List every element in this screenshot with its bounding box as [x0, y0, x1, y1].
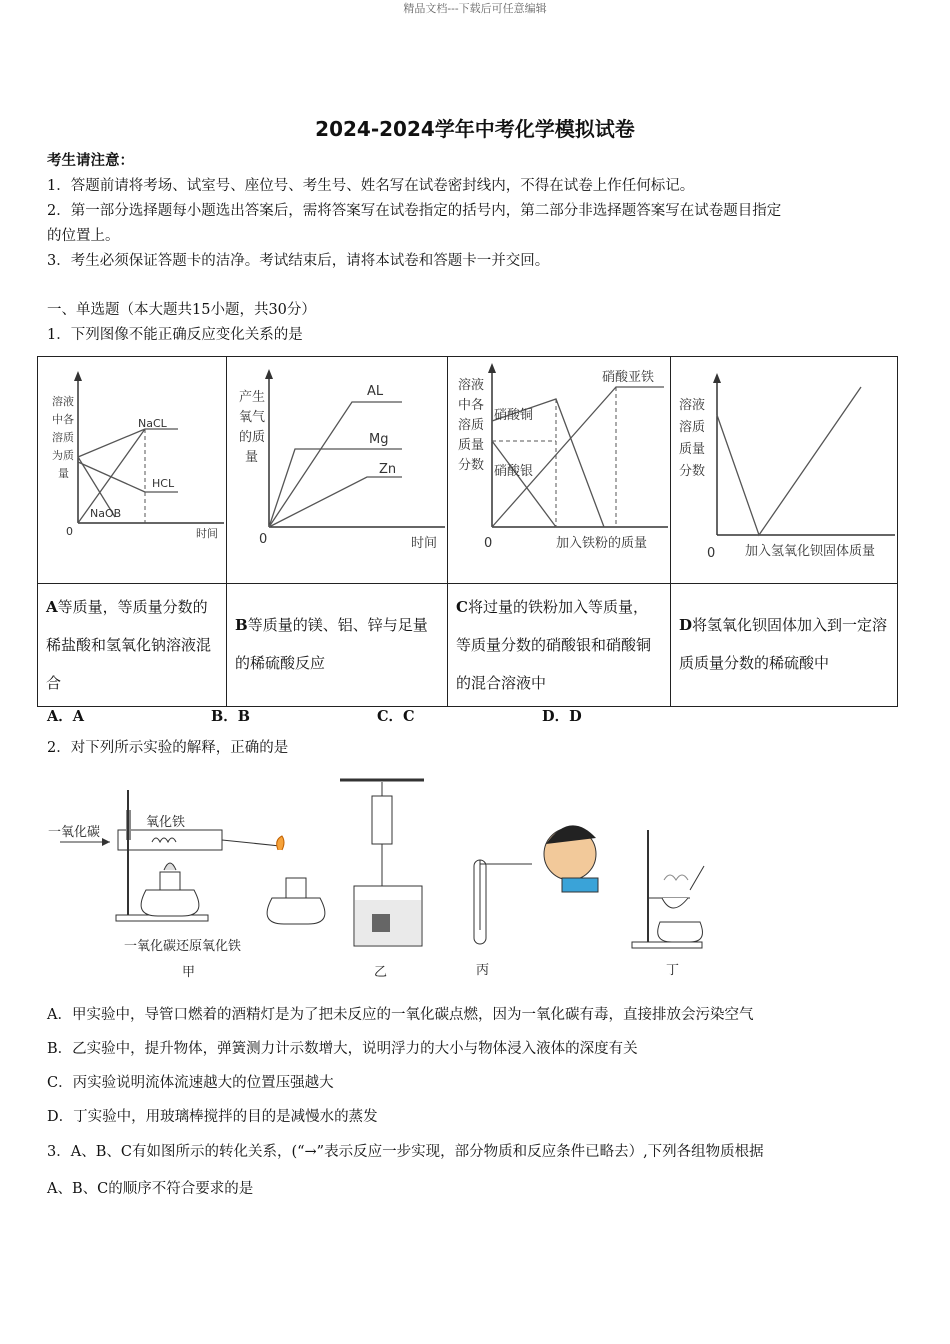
- q3-stem-cont: A、B、C的顺序不符合要求的是: [47, 1181, 254, 1197]
- svg-text:加入氢氧化钡固体质量: 加入氢氧化钡固体质量: [745, 544, 876, 559]
- graph-b: [227, 357, 447, 579]
- svg-text:分数: 分数: [679, 464, 706, 479]
- q1-stem: 1．下列图像不能正确反应变化关系的是: [47, 327, 303, 343]
- svg-text:溶质: 溶质: [52, 431, 74, 444]
- exp-caption: 一氧化碳还原氧化铁: [124, 939, 242, 954]
- svg-text:分数: 分数: [458, 458, 485, 473]
- graph-b-cell: [227, 357, 448, 584]
- svg-text:溶液: 溶液: [679, 398, 706, 413]
- desc-d: D将氢氧化钡固体加入到一定溶质质量分数的稀硫酸中: [671, 584, 898, 707]
- svg-text:中各: 中各: [458, 398, 485, 413]
- label-hcl: HCL: [152, 477, 175, 490]
- line-hcl: [78, 462, 145, 492]
- svg-text:硝酸银: 硝酸银: [494, 464, 534, 479]
- graph-a-cell: [38, 357, 227, 584]
- svg-text:的质: 的质: [239, 430, 266, 445]
- svg-text:时间: 时间: [411, 536, 438, 551]
- svg-text:硝酸铜: 硝酸铜: [494, 408, 534, 423]
- experiment-ding: [632, 830, 704, 978]
- graph-a-ylabel: 溶液: [52, 395, 74, 408]
- svg-text:溶质: 溶质: [458, 418, 485, 433]
- svg-text:加入铁粉的质量: 加入铁粉的质量: [556, 536, 648, 551]
- desc-b: B等质量的镁、铝、锌与足量的稀硫酸反应: [227, 584, 448, 707]
- section-heading: 一、单选题（本大题共15小题，共30分）: [47, 302, 316, 318]
- svg-text:产生: 产生: [239, 390, 266, 405]
- svg-text:量: 量: [245, 450, 259, 465]
- svg-text:溶质: 溶质: [679, 420, 706, 435]
- desc-a: A等质量，等质量分数的稀盐酸和氢氧化钠溶液混合: [38, 584, 227, 707]
- label-naoh: NaOB: [90, 507, 122, 520]
- experiment-jia: [48, 790, 325, 980]
- svg-text:为质: 为质: [52, 449, 74, 462]
- graph-c: [448, 357, 670, 579]
- q3-stem: 3．A、B、C有如图所示的转化关系，(“→”表示反应一步实现，部分物质和反应条件已略去）,下列各组物质根据: [47, 1144, 764, 1160]
- graph-a-xlabel: 时间: [196, 527, 218, 540]
- q2-option-a[interactable]: A．甲实验中，导管口燃着的酒精灯是为了把未反应的一氧化碳点燃，因为一氧化碳有毒，直接排放会污染空气: [47, 1007, 754, 1023]
- q2-option-b[interactable]: B．乙实验中，提升物体，弹簧测力计示数增大，说明浮力的大小与物体浸入液体的深度有关: [47, 1041, 638, 1057]
- notice-heading: 考生请注意：: [47, 152, 134, 169]
- notice-item: 2．第一部分选择题每小题选出答案后，需将答案写在试卷指定的括号内，第二部分非选择题答案写在试卷题目指定: [47, 203, 782, 219]
- q2-option-c[interactable]: C．丙实验说明流体流速越大的位置压强越大: [47, 1075, 334, 1091]
- q1-option-a[interactable]: A．A: [47, 708, 85, 725]
- svg-text:质量: 质量: [679, 442, 706, 457]
- q1-option-c[interactable]: C．C: [377, 708, 415, 725]
- svg-text:0: 0: [707, 546, 716, 561]
- notice-item: 1．答题前请将考场、试室号、座位号、考生号、姓名写在试卷密封线内，不得在试卷上作任何标记。: [47, 178, 695, 194]
- svg-text:0: 0: [484, 536, 493, 551]
- experiment-bing: [474, 825, 598, 978]
- q1-option-b[interactable]: B．B: [211, 708, 251, 725]
- svg-text:AL: AL: [367, 384, 384, 399]
- q1-graph-table: [37, 356, 898, 707]
- svg-text:质量: 质量: [458, 438, 485, 453]
- graph-d: [671, 357, 897, 579]
- exp-label-ding: 丁: [666, 963, 680, 978]
- graph-a-origin: 0: [66, 525, 73, 538]
- q2-stem: 2．对下列所示实验的解释，正确的是: [47, 740, 289, 756]
- graph-d-cell: [671, 357, 898, 584]
- q2-option-d[interactable]: D．丁实验中，用玻璃棒搅拌的目的是减慢水的蒸发: [47, 1109, 378, 1125]
- graph-a: [38, 357, 226, 579]
- co-label: 一氧化碳: [48, 825, 101, 840]
- notice-item: 3．考生必须保证答题卡的洁净。考试结束后，请将本试卷和答题卡一并交回。: [47, 253, 550, 269]
- label-nacl: NaCL: [138, 417, 167, 430]
- svg-text:硝酸亚铁: 硝酸亚铁: [602, 370, 655, 385]
- q1-option-d[interactable]: D．D: [542, 708, 582, 725]
- exp-label-bing: 丙: [476, 963, 490, 978]
- exp-label-yi: 乙: [374, 965, 388, 980]
- exp-label-jia: 甲: [182, 965, 196, 980]
- notice-item: 的位置上。: [47, 228, 120, 244]
- q2-experiments-figure: [40, 770, 920, 985]
- svg-text:氧气: 氧气: [239, 410, 266, 425]
- page-title: 2024-2024学年中考化学模拟试卷: [315, 117, 635, 141]
- desc-c: C将过量的铁粉加入等质量，等质量分数的硝酸银和硝酸铜的混合溶液中: [448, 584, 671, 707]
- svg-text:Mg: Mg: [369, 432, 389, 447]
- experiment-yi: [340, 780, 424, 980]
- svg-text:Zn: Zn: [379, 462, 397, 477]
- svg-text:0: 0: [259, 532, 268, 547]
- graph-c-cell: [448, 357, 671, 584]
- svg-text:量: 量: [58, 467, 69, 480]
- fe-label: 氧化铁: [146, 815, 186, 830]
- svg-text:中各: 中各: [52, 413, 74, 426]
- svg-text:溶液: 溶液: [458, 378, 485, 393]
- page-header: 精品文档---下载后可任意编辑: [403, 2, 547, 15]
